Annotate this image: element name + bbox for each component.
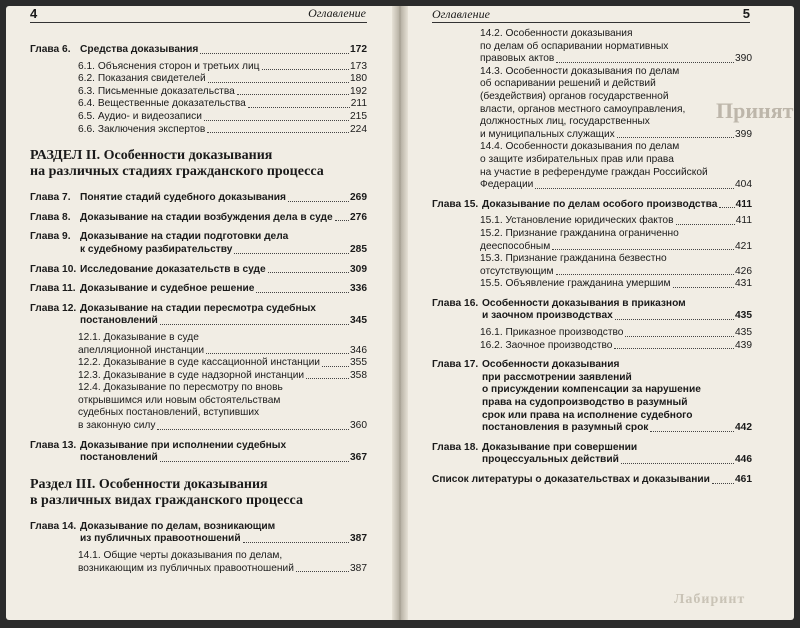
chapter-title <box>80 521 367 546</box>
subsection-entry <box>432 327 752 340</box>
toc-page-number: 355 <box>350 357 367 369</box>
toc-line <box>80 283 367 296</box>
chapter-label: Глава 17. <box>432 359 479 371</box>
chapter-entry <box>30 231 367 256</box>
book-gutter <box>392 6 408 620</box>
toc-line <box>80 212 367 225</box>
toc-line <box>482 310 752 323</box>
toc-line-text: 12.4. Доказывание по пересмотру по вновь <box>78 382 283 394</box>
toc-spacer <box>30 257 367 264</box>
toc-line-text: при рассмотрении заявлений <box>482 371 632 383</box>
toc-line <box>482 454 752 467</box>
toc-line <box>480 116 752 129</box>
chapter-entry <box>432 359 752 435</box>
chapter-title <box>482 442 752 467</box>
right-running-title: Оглавление <box>432 7 490 21</box>
toc-line-text: из публичных правоотношений <box>80 533 241 545</box>
toc-line-text: 12.3. Доказывание в суде надзорной инстанции <box>78 369 305 381</box>
toc-line-text: 15.2. Признание гражданина ограниченно <box>480 227 679 239</box>
toc-line <box>482 442 752 455</box>
toc-page-number: 387 <box>350 562 367 574</box>
section-heading-line: Раздел III. Особенности доказывания <box>30 476 268 492</box>
chapter-entry <box>432 199 752 212</box>
right-table-of-contents <box>432 28 752 487</box>
toc-line-text: права на судопроизводство в разумный <box>482 397 688 409</box>
subsection-entry <box>30 111 367 124</box>
toc-line-text: возникающим из публичных правоотношений <box>78 562 294 574</box>
toc-spacer <box>30 136 367 148</box>
toc-line <box>480 266 752 279</box>
toc-line-text: Доказывание по делам особого производства <box>482 198 718 210</box>
toc-line-text: 6.4. Вещественные доказательства <box>78 98 246 110</box>
toc-line-text: Понятие стадий судебного доказывания <box>80 192 286 204</box>
toc-line-text: о защите избирательных прав или права <box>480 153 674 165</box>
toc-line-text: об оспаривании решений и действий <box>480 78 656 90</box>
chapter-entry <box>30 440 367 465</box>
toc-spacer <box>30 296 367 303</box>
toc-line-text: и заочном производствах <box>482 310 613 322</box>
toc-line <box>80 521 367 534</box>
toc-page-number: 435 <box>735 327 752 339</box>
toc-page-number: 442 <box>735 422 752 434</box>
toc-line-text: Доказывание на стадии подготовки дела <box>80 231 289 243</box>
toc-line-text: о присуждении компенсации за нарушение <box>482 384 701 396</box>
chapter-title <box>80 283 367 296</box>
toc-line <box>480 154 752 167</box>
toc-page-number: 276 <box>350 211 367 223</box>
section-heading <box>30 148 367 180</box>
toc-line <box>480 215 752 228</box>
dot-leader <box>625 336 734 337</box>
left-running-title: Оглавление <box>308 6 366 20</box>
toc-line <box>80 533 367 546</box>
toc-spacer <box>432 291 752 298</box>
chapter-title <box>80 231 367 256</box>
toc-line <box>480 104 752 117</box>
toc-page-number: 336 <box>350 283 367 295</box>
toc-page-number: 224 <box>350 123 367 135</box>
dot-leader <box>556 274 735 275</box>
dot-leader <box>262 69 349 70</box>
toc-line-text: судебных постановлений, вступивших <box>78 407 260 419</box>
toc-page-number: 345 <box>350 315 367 327</box>
toc-line-text: Особенности доказывания в приказном <box>482 297 686 309</box>
toc-line <box>480 41 752 54</box>
chapter-label: Глава 12. <box>30 302 77 314</box>
toc-line <box>80 192 367 205</box>
chapter-entry <box>30 283 367 296</box>
toc-line <box>78 61 367 74</box>
toc-spacer <box>432 467 752 474</box>
toc-page-number: 461 <box>735 474 752 485</box>
left-running-head <box>30 6 366 22</box>
toc-line-text: Доказывание и судебное решение <box>80 283 255 295</box>
toc-line-text: 15.1. Установление юридических фактов <box>480 215 674 227</box>
toc-line <box>480 129 752 142</box>
dot-leader <box>207 132 349 133</box>
toc-line <box>480 179 752 192</box>
left-table-of-contents <box>30 44 367 575</box>
toc-line-text: Список литературы о доказательствах и доказывании <box>432 474 710 485</box>
toc-page-number: 399 <box>735 128 752 140</box>
toc-line-text: должностных лиц, государственных <box>480 116 650 128</box>
toc-page-number: 215 <box>350 110 367 122</box>
toc-line <box>78 395 367 408</box>
toc-page-number: 435 <box>735 310 752 322</box>
toc-line <box>78 86 367 99</box>
dot-leader <box>650 431 734 432</box>
chapter-entry <box>30 212 367 225</box>
toc-line-text: Доказывание при совершении <box>482 441 638 453</box>
toc-line-text: Средства доказывания <box>80 44 199 55</box>
toc-line-text: 14.3. Особенности доказывания по делам <box>480 65 680 77</box>
toc-page-number: 387 <box>350 533 367 545</box>
toc-page-number: 309 <box>350 263 367 275</box>
toc-line-text: 14.2. Особенности доказывания <box>480 28 633 39</box>
toc-spacer <box>30 465 367 477</box>
toc-line <box>480 340 752 353</box>
toc-line <box>80 231 367 244</box>
toc-page-number: 346 <box>350 344 367 356</box>
toc-page-number: 173 <box>350 60 367 72</box>
toc-spacer <box>30 205 367 212</box>
toc-line-text: Доказывание при исполнении судебных <box>80 439 287 451</box>
toc-line-text: открывшимся или новым обстоятельствам <box>78 394 281 406</box>
toc-line-text: отсутствующим <box>480 265 554 277</box>
dot-leader <box>719 207 734 208</box>
toc-line <box>432 474 752 487</box>
toc-line-text: срок или права на исполнение судебного <box>482 409 693 421</box>
dot-leader <box>614 348 734 349</box>
subsection-entry <box>30 73 367 86</box>
chapter-label: Глава 9. <box>30 231 71 243</box>
subsection-entry <box>30 98 367 111</box>
chapter-entry <box>30 192 367 205</box>
left-page-number: 4 <box>30 6 38 21</box>
toc-page-number: 285 <box>350 243 367 255</box>
chapter-label: Глава 6. <box>30 44 71 55</box>
chapter-label: Глава 11. <box>30 283 76 295</box>
toc-line <box>482 298 752 311</box>
section-heading-line: РАЗДЕЛ II. Особенности доказывания <box>30 148 273 164</box>
toc-spacer <box>30 433 367 440</box>
chapter-label: Глава 10. <box>30 263 77 275</box>
bleed-through-text: Принят <box>716 98 794 123</box>
toc-line <box>78 420 367 433</box>
dot-leader <box>322 366 349 367</box>
toc-page-number: 411 <box>735 198 752 210</box>
toc-line <box>80 303 367 316</box>
chapter-label: Глава 18. <box>432 441 479 453</box>
toc-line <box>80 315 367 328</box>
toc-line-text: Исследование доказательств в суде <box>80 263 266 275</box>
toc-line <box>78 332 367 345</box>
dot-leader <box>615 319 734 320</box>
toc-page-number: 446 <box>735 454 752 466</box>
dot-leader <box>621 463 734 464</box>
dot-leader <box>617 137 734 138</box>
subsection-entry <box>432 228 752 253</box>
toc-page-number: 358 <box>350 369 367 381</box>
toc-line <box>480 167 752 180</box>
subsection-entry <box>432 215 752 228</box>
chapter-entry <box>30 521 367 546</box>
chapter-label: Глава 8. <box>30 211 71 223</box>
toc-line <box>78 73 367 86</box>
subsection-entry <box>30 332 367 357</box>
chapter-title <box>80 192 367 205</box>
dot-leader <box>204 120 349 121</box>
toc-page-number: 431 <box>735 278 752 290</box>
toc-page-number: 421 <box>735 240 752 252</box>
toc-line-text: в законную силу <box>78 420 156 432</box>
toc-line <box>480 327 752 340</box>
toc-line-text: по делам об оспаривании нормативных <box>480 40 669 52</box>
toc-line <box>480 241 752 254</box>
toc-line-text: Особенности доказывания <box>482 359 620 371</box>
toc-line <box>80 440 367 453</box>
subsection-entry <box>432 340 752 353</box>
toc-line-text: 12.2. Доказывание в суде кассационной инстанции <box>78 357 321 369</box>
toc-line <box>480 228 752 241</box>
toc-line-text: 16.2. Заочное производство <box>480 339 613 351</box>
toc-line-text: 12.1. Доказывание в суде <box>78 331 199 343</box>
toc-line-text: 6.2. Показания свидетелей <box>78 73 206 85</box>
toc-line <box>78 345 367 358</box>
toc-line <box>78 407 367 420</box>
toc-page-number: 367 <box>350 452 367 464</box>
toc-line-text: 6.5. Аудио- и видеозаписи <box>78 110 202 122</box>
toc-line-text: Федерации <box>480 179 534 191</box>
dot-leader <box>248 107 350 108</box>
toc-line-text: и муниципальных служащих <box>480 128 615 140</box>
chapter-label: Глава 14. <box>30 520 77 532</box>
dot-leader <box>243 542 349 543</box>
toc-spacer <box>30 509 367 521</box>
dot-leader <box>200 53 349 54</box>
dot-leader <box>556 62 734 63</box>
toc-line-text: Доказывание на стадии возбуждения дела в суде <box>80 211 333 223</box>
section-heading-line: в различных видах гражданского процесса <box>30 492 303 508</box>
subsection-entry <box>30 382 367 432</box>
dot-leader <box>288 201 349 202</box>
toc-line-text: (бездействия) органов государственной <box>480 90 669 102</box>
toc-line <box>482 359 752 372</box>
toc-line <box>482 397 752 410</box>
subsection-entry <box>432 66 752 142</box>
chapter-entry <box>30 303 367 328</box>
subsection-entry <box>30 124 367 137</box>
chapter-label: Глава 16. <box>432 297 479 309</box>
toc-page-number: 439 <box>735 339 752 351</box>
toc-line <box>78 550 367 563</box>
subsection-entry <box>432 278 752 291</box>
toc-page-number: 411 <box>735 215 752 227</box>
toc-line-text: 6.1. Объяснения сторон и третьих лиц <box>78 60 260 72</box>
dot-leader <box>208 82 349 83</box>
section-heading <box>30 477 367 509</box>
watermark-logo: Лабиринт <box>674 592 746 607</box>
dot-leader <box>296 571 349 572</box>
toc-page-number: 390 <box>735 53 752 65</box>
toc-line <box>480 278 752 291</box>
toc-line-text: дееспособным <box>480 240 551 252</box>
toc-line <box>78 370 367 383</box>
dot-leader <box>306 378 349 379</box>
toc-page-number: 426 <box>735 265 752 277</box>
dot-leader <box>552 249 734 250</box>
toc-line-text: к судебному разбирательству <box>80 243 233 255</box>
chapter-title <box>80 303 367 328</box>
subsection-entry <box>30 370 367 383</box>
dot-leader <box>335 220 349 221</box>
toc-line <box>80 244 367 257</box>
toc-line-text: власти, органов местного самоуправления, <box>480 103 686 115</box>
toc-line-text: на участие в референдуме граждан Российской <box>480 166 708 178</box>
dot-leader <box>712 483 734 484</box>
toc-line-text: постановлений <box>80 315 158 327</box>
toc-line <box>480 141 752 154</box>
toc-line <box>482 199 752 212</box>
toc-line-text: апелляционной инстанции <box>78 344 205 356</box>
right-running-head <box>432 6 750 22</box>
right-page-number: 5 <box>742 6 750 21</box>
toc-page-number: 172 <box>350 44 367 55</box>
toc-line <box>482 410 752 423</box>
toc-line-text: 14.1. Общие черты доказывания по делам, <box>78 550 283 562</box>
toc-page-number: 404 <box>735 179 752 191</box>
toc-line-text: Доказывание по делам, возникающим <box>80 520 276 532</box>
toc-page-number: 192 <box>350 85 367 97</box>
toc-line-text: процессуальных действий <box>482 454 619 466</box>
bibliography-entry <box>432 474 752 487</box>
toc-page-number: 269 <box>350 192 367 204</box>
toc-page-number: 180 <box>350 73 367 85</box>
chapter-title <box>80 440 367 465</box>
dot-leader <box>256 292 349 293</box>
toc-line-text: постановлений <box>80 452 158 464</box>
toc-page-number: 211 <box>350 98 367 110</box>
toc-line <box>80 44 367 57</box>
dot-leader <box>160 461 349 462</box>
toc-line <box>480 66 752 79</box>
toc-line <box>78 124 367 137</box>
chapter-title <box>482 199 752 212</box>
toc-line-text: 15.5. Объявление гражданина умершим <box>480 278 671 290</box>
subsection-entry <box>30 61 367 74</box>
toc-line-text: 6.6. Заключения экспертов <box>78 123 206 135</box>
toc-line <box>78 98 367 111</box>
toc-line <box>78 111 367 124</box>
toc-line-text: 16.1. Приказное производство <box>480 327 624 339</box>
toc-line-text: 14.4. Особенности доказывания по делам <box>480 141 680 153</box>
toc-line <box>78 563 367 576</box>
toc-spacer <box>432 435 752 442</box>
dot-leader <box>535 188 734 189</box>
right-header-rule <box>432 22 750 23</box>
chapter-title <box>80 264 367 277</box>
toc-spacer <box>432 192 752 199</box>
chapter-entry <box>432 298 752 323</box>
dot-leader <box>234 253 349 254</box>
chapter-title <box>80 212 367 225</box>
toc-line-text: Доказывание на стадии пересмотра судебных <box>80 302 316 314</box>
subsection-entry <box>30 550 367 575</box>
subsection-entry <box>30 357 367 370</box>
toc-line <box>80 264 367 277</box>
toc-line <box>482 384 752 397</box>
subsection-entry <box>432 253 752 278</box>
toc-line <box>480 253 752 266</box>
toc-spacer <box>30 224 367 231</box>
chapter-title <box>482 298 752 323</box>
toc-line <box>480 53 752 66</box>
chapter-label: Глава 15. <box>432 198 479 210</box>
dot-leader <box>237 94 349 95</box>
dot-leader <box>157 429 349 430</box>
left-header-rule <box>30 22 367 23</box>
toc-line <box>482 372 752 385</box>
chapter-entry <box>30 264 367 277</box>
toc-line <box>480 28 752 41</box>
dot-leader <box>676 224 735 225</box>
toc-line <box>480 78 752 91</box>
section-heading-line: на различных стадиях гражданского процесса <box>30 164 324 180</box>
chapter-entry <box>432 442 752 467</box>
toc-spacer <box>30 180 367 192</box>
toc-line <box>78 357 367 370</box>
subsection-entry <box>30 86 367 99</box>
toc-line-text: постановления в разумный срок <box>482 422 649 434</box>
toc-line <box>480 91 752 104</box>
toc-line <box>80 452 367 465</box>
toc-line <box>78 382 367 395</box>
toc-line-text: 15.3. Признание гражданина безвестно <box>480 253 667 265</box>
subsection-entry <box>432 141 752 191</box>
dot-leader <box>206 353 349 354</box>
chapter-title <box>482 359 752 435</box>
dot-leader <box>160 324 349 325</box>
toc-page-number: 360 <box>350 420 367 432</box>
chapter-entry <box>30 44 367 57</box>
chapter-label: Глава 7. <box>30 192 71 204</box>
chapter-label: Глава 13. <box>30 439 77 451</box>
toc-line-text: 6.3. Письменные доказательства <box>78 85 235 97</box>
toc-line <box>482 422 752 435</box>
dot-leader <box>673 287 735 288</box>
subsection-entry <box>432 28 752 66</box>
toc-line-text: правовых актов <box>480 53 555 65</box>
chapter-title <box>80 44 367 57</box>
dot-leader <box>268 272 349 273</box>
